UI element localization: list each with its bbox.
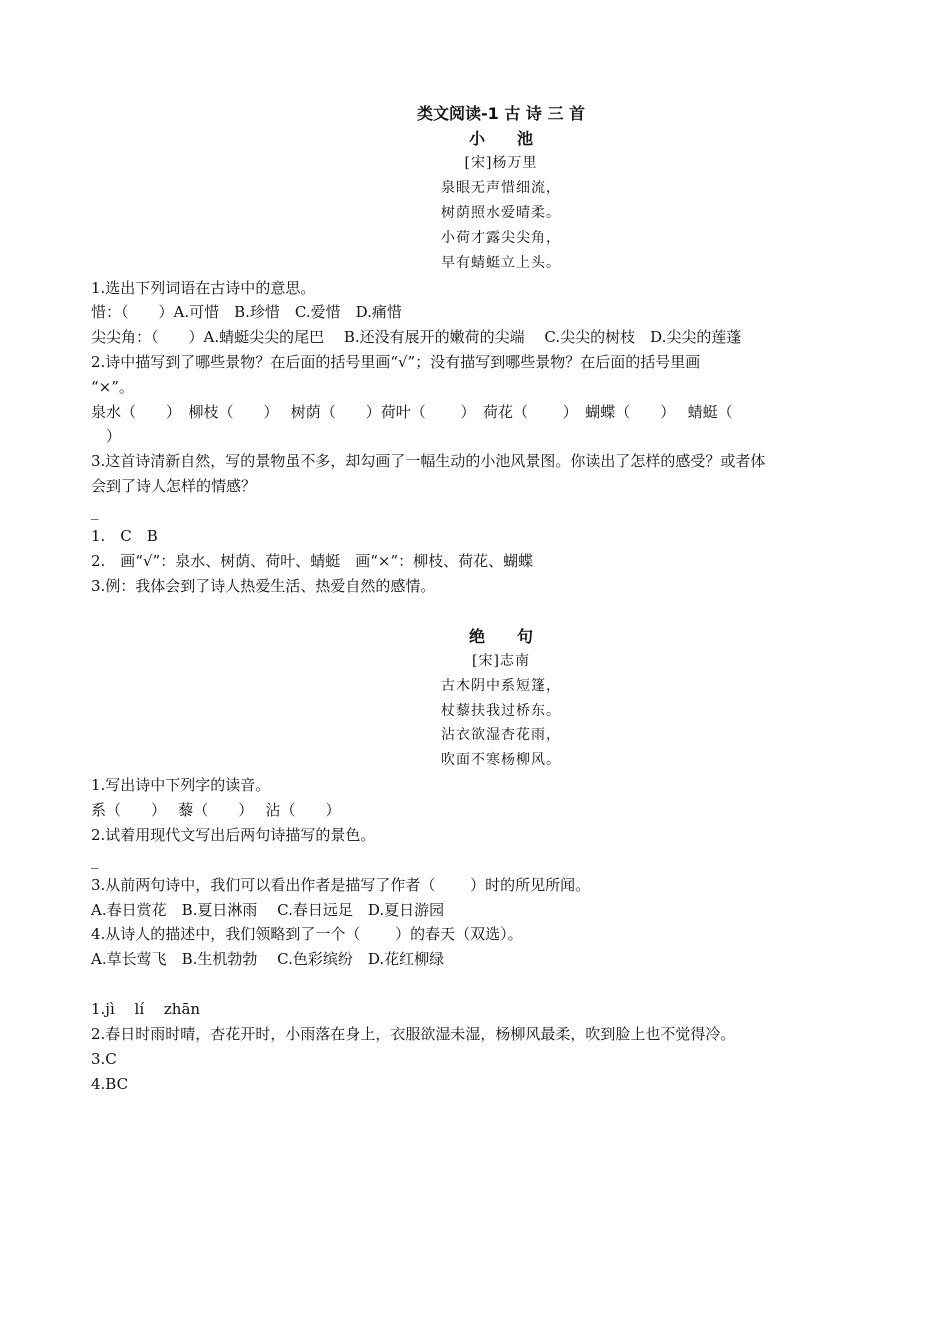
question-3: 3.这首诗清新自然，写的景物虽不多，却勾画了一幅生动的小池风景图。你读出了怎样的感受？或者体 xyxy=(91,452,766,470)
question-1: 1.选出下列词语在古诗中的意思。 xyxy=(91,279,316,297)
poem-author-xiaochi: [宋]杨万里 xyxy=(464,155,538,171)
question-2-cont: “×”。 xyxy=(91,378,134,396)
answer-3: 3.C xyxy=(91,1050,117,1068)
poem-line: 小荷才露尖尖角， xyxy=(441,230,561,246)
poem-line: 古木阴中系短篷， xyxy=(441,678,561,694)
question-2: 2.试着用现代文写出后两句诗描写的景色。 xyxy=(91,826,376,844)
answer-2: 2. 画“√”：泉水、树荫、荷叶、蜻蜓 画“×”：柳枝、荷花、蝴蝶 xyxy=(91,552,534,570)
poem-line: 树荫照水爱晴柔。 xyxy=(441,205,561,221)
answer-3: 3.例：我体会到了诗人热爱生活、热爱自然的感情。 xyxy=(91,577,436,595)
question-3: 3.从前两句诗中，我们可以看出作者是描写了作者（ ）时的所见所闻。 xyxy=(91,876,591,894)
answer-line: _ xyxy=(91,851,99,869)
question-2-items: 泉水（ ） 柳枝（ ） 树荫（ ）荷叶（ ） 荷花（ ） 蝴蝶（ ） 蜻蜓（ xyxy=(91,403,733,421)
answer-1: 1.jì lí zhān xyxy=(91,1000,201,1018)
poem-line: 沾衣欲湿杏花雨， xyxy=(441,727,561,743)
question-3-options: A.春日赏花 B.夏日淋雨 C.春日远足 D.夏日游园 xyxy=(91,901,445,919)
poem-line: 泉眼无声惜细流， xyxy=(441,180,561,196)
question-1a: 惜：（ ）A.可惜 B.珍惜 C.爱惜 D.痛惜 xyxy=(91,303,402,321)
answer-2: 2.春日时雨时晴，杏花开时，小雨落在身上，衣服欲湿未湿，杨柳风最柔，吹到脸上也不觉得冷。 xyxy=(91,1025,736,1043)
question-1: 1.写出诗中下列字的读音。 xyxy=(91,776,271,794)
poem-line: 早有蜻蜓立上头。 xyxy=(441,255,561,271)
question-4: 4.从诗人的描述中，我们领略到了一个（ ）的春天（双选）。 xyxy=(91,925,523,943)
question-2-items-cont: ） xyxy=(91,427,122,445)
question-1-items: 系（ ） 藜（ ） 沾（ ） xyxy=(91,801,341,819)
poem-title-jueju: 绝 句 xyxy=(468,627,533,646)
poem-line: 吹面不寒杨柳风。 xyxy=(441,752,561,768)
question-1b: 尖尖角：（ ）A.蜻蜓尖尖的尾巴 B.还没有展开的嫩荷的尖端 C.尖尖的树枝 D.尖尖的莲蓬 xyxy=(91,328,742,346)
answer-1: 1. C B xyxy=(91,527,158,545)
answer-4: 4.BC xyxy=(91,1075,129,1093)
poem-title-xiaochi: 小 池 xyxy=(468,129,533,148)
document-title: 类文阅读-1 古 诗 三 首 xyxy=(416,104,586,123)
poem-line: 杖藜扶我过桥东。 xyxy=(441,703,561,719)
answer-line: _ xyxy=(91,502,99,520)
question-3-cont: 会到了诗人怎样的情感？ xyxy=(91,477,257,495)
question-2: 2.诗中描写到了哪些景物？在后面的括号里画“√”；没有描写到哪些景物？在后面的括号里画 xyxy=(91,353,701,371)
question-4-options: A.草长莺飞 B.生机勃勃 C.色彩缤纷 D.花红柳绿 xyxy=(91,950,445,968)
poem-author-jueju: [宋]志南 xyxy=(472,653,530,669)
